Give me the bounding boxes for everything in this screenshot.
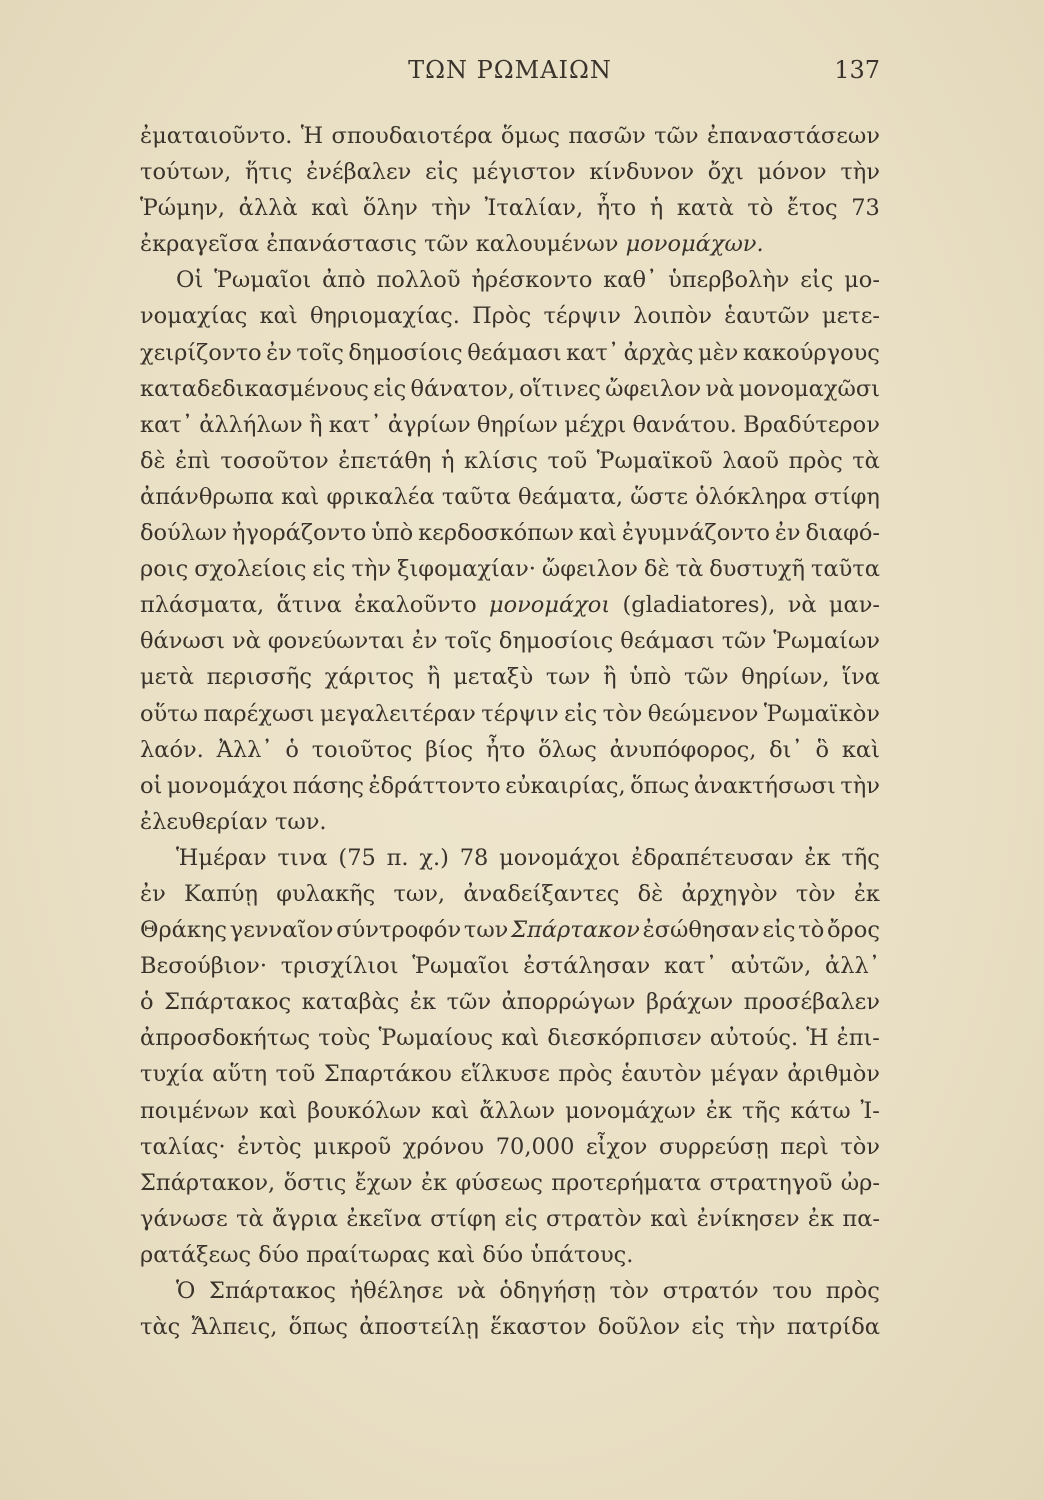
text-line: οἱ μονομάχοι πάσης ἐδράττοντο εὐκαιρίας, ὅπως ἀνακτήσωσι τὴν (140, 772, 880, 799)
text-line: ροις σχολείοις εἰς τὴν ξιφομαχίαν· ὤφειλον δὲ τὰ δυστυχῆ ταῦτα (140, 556, 880, 583)
text-line: Ὁ Σπάρτακος ἠθέλησε νὰ ὁδηγήσῃ τὸν στρατόν του πρὸς (176, 1278, 880, 1304)
text-line: θάνωσι νὰ φονεύωνται ἐν τοῖς δημοσίοις θεάμασι τῶν Ῥωμαίων (140, 628, 880, 655)
text-line: ρατάξεως δύο πραίτωρας καὶ δύο ὑπάτους. (140, 1241, 634, 1268)
text-line: καταδεδικασμένους εἰς θάνατον, οἵτινες ὤφειλον νὰ μονομαχῶσι (140, 375, 880, 402)
text-line: τυχία αὕτη τοῦ Σπαρτάκου εἵλκυσε πρὸς ἑαυτὸν μέγαν ἀριθμὸν (140, 1061, 880, 1088)
text-line: ποιμένων καὶ βουκόλων καὶ ἄλλων μονομάχων ἐκ τῆς κάτω Ἰ- (140, 1097, 880, 1124)
text-line: ὁ Σπάρτακος καταβὰς ἐκ τῶν ἀπορρώγων βράχων προσέβαλεν (140, 989, 880, 1016)
text-line: χειρίζοντο ἐν τοῖς δημοσίοις θεάμασι κατ᾽ ἀρχὰς μὲν κακούργους (140, 339, 880, 366)
text-line: λαόν. Ἀλλ᾽ ὁ τοιοῦτος βίος ἦτο ὅλως ἀνυπόφορος, δι᾽ ὃ καὶ (140, 736, 880, 763)
text-line: δὲ ἐπὶ τοσοῦτον ἐπετάθη ἡ κλίσις τοῦ Ῥωμαϊκοῦ λαοῦ πρὸς τὰ (140, 447, 880, 474)
text-line: ἐκραγεῖσα ἐπανάστασις τῶν καλουμένων μονομάχων. (140, 231, 764, 258)
running-head: ΤΩΝ ΡΩΜΑΙΩΝ (408, 56, 612, 84)
text-line: ταλίας· ἐντὸς μικροῦ χρόνου 70,000 εἶχον συρρεύσῃ περὶ τὸν (140, 1133, 880, 1160)
text-line: τούτων, ἥτις ἐνέβαλεν εἰς μέγιστον κίνδυνον ὄχι μόνον τὴν (140, 159, 880, 186)
text-line: Σπάρτακον, ὅστις ἔχων ἐκ φύσεως προτερήματα στρατηγοῦ ὠρ- (140, 1169, 880, 1196)
text-line: Ῥώμην, ἀλλὰ καὶ ὅλην τὴν Ἰταλίαν, ἦτο ἡ κατὰ τὸ ἔτος 73 (140, 195, 880, 222)
text-line: Θράκης γενναῖον σύντροφόν των Σπάρτακον ἐσώθησαν εἰς τὸ ὄρος (140, 917, 880, 944)
text-line: μετὰ περισσῆς χάριτος ἢ μεταξὺ των ἢ ὑπὸ τῶν θηρίων, ἵνα (140, 664, 880, 691)
text-line: νομαχίας καὶ θηριομαχίας. Πρὸς τέρψιν λοιπὸν ἑαυτῶν μετε- (140, 303, 880, 330)
text-line: Ἡμέραν τινα (75 π. χ.) 78 μονομάχοι ἐδραπέτευσαν ἐκ τῆς (176, 844, 880, 871)
text-line: Οἱ Ῥωμαῖοι ἀπὸ πολλοῦ ἠρέσκοντο καθ᾽ ὑπερβολὴν εἰς μο- (176, 267, 880, 294)
text-line: οὕτω παρέχωσι μεγαλειτέραν τέρψιν εἰς τὸν θεώμενον Ῥωμαϊκὸν (140, 700, 880, 727)
page-number: 137 (834, 56, 880, 84)
text-line: τὰς Ἄλπεις, ὅπως ἀποστείλῃ ἕκαστον δοῦλον εἰς τὴν πατρίδα (140, 1314, 880, 1341)
text-line: πλάσματα, ἅτινα ἐκαλοῦντο μονομάχοι (gladiatores), νὰ μαν- (140, 592, 880, 619)
text-line: κατ᾽ ἀλλήλων ἢ κατ᾽ ἀγρίων θηρίων μέχρι θανάτου. Βραδύτερον (140, 411, 880, 438)
text-line: ἐματαιοῦντο. Ἡ σπουδαιοτέρα ὅμως πασῶν τῶν ἐπαναστάσεων (140, 123, 880, 149)
body-text (140, 118, 880, 1345)
text-line: γάνωσε τὰ ἄγρια ἐκεῖνα στίφη εἰς στρατὸν καὶ ἐνίκησεν ἐκ πα- (140, 1205, 880, 1232)
page-header (140, 56, 880, 96)
text-line: Βεσούβιον· τρισχίλιοι Ῥωμαῖοι ἐστάλησαν κατ᾽ αὐτῶν, ἀλλ᾽ (140, 953, 880, 980)
text-line: ἐν Καπύῃ φυλακῆς των, ἀναδείξαντες δὲ ἀρχηγὸν τὸν ἐκ (140, 880, 880, 907)
text-line: δούλων ἠγοράζοντο ὑπὸ κερδοσκόπων καὶ ἐγυμνάζοντο ἐν διαφό- (140, 520, 880, 547)
text-line: ἐλευθερίαν των. (140, 808, 327, 835)
text-line: ἀπάνθρωπα καὶ φρικαλέα ταῦτα θεάματα, ὥστε ὁλόκληρα στίφη (140, 483, 880, 510)
text-line: ἀπροσδοκήτως τοὺς Ῥωμαίους καὶ διεσκόρπισεν αὐτούς. Ἡ ἐπι- (140, 1025, 880, 1052)
